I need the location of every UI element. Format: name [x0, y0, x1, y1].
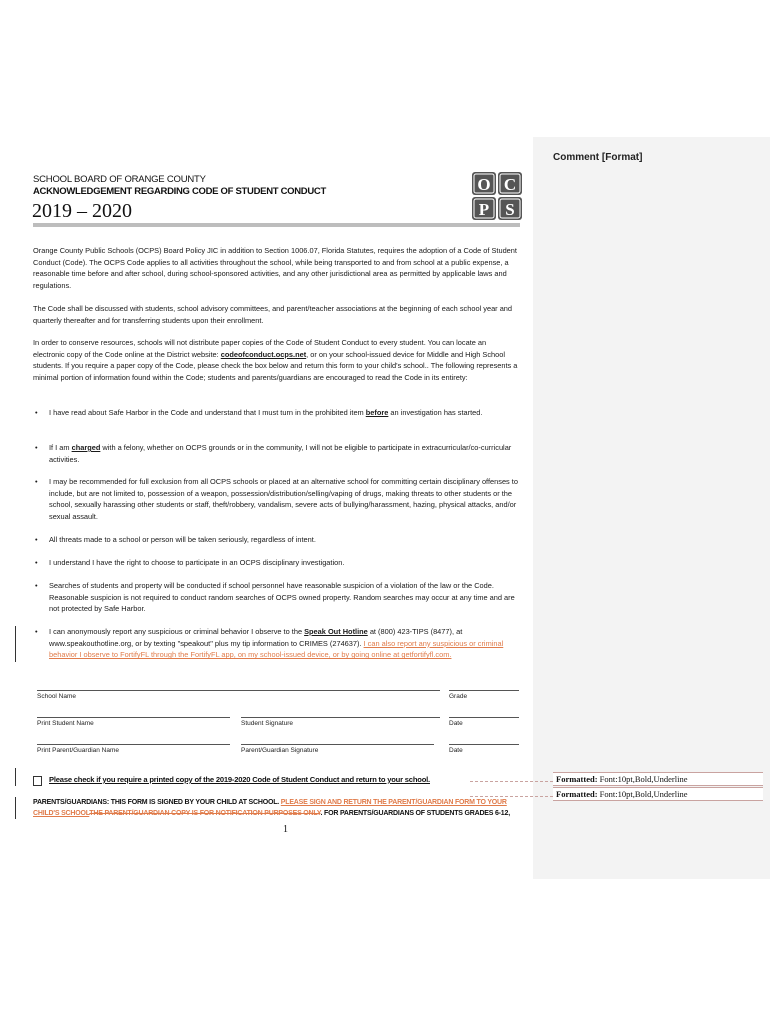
- parent-date-label: Date: [449, 747, 463, 754]
- student-signature-line[interactable]: [241, 717, 440, 718]
- code-website-link[interactable]: codeofconduct.ocps.net: [220, 349, 307, 359]
- bullet-text: I can anonymously report any suspicious or criminal behavior I observe to the: [49, 627, 305, 636]
- comment-leader-line: [470, 796, 553, 797]
- markup-pane-title: Comment [Format]: [553, 152, 643, 163]
- notice-text: PARENTS/GUARDIANS: THIS FORM IS SIGNED BY YOUR CHILD AT SCHOOL.: [33, 799, 281, 806]
- deleted-revision-text: THE PARENT/GUARDIAN COPY IS FOR NOTIFICATION PURPOSES ONLY: [89, 810, 321, 817]
- school-name-line[interactable]: [37, 690, 440, 691]
- bullet-text: an investigation has started.: [388, 408, 483, 417]
- balloon-label: Formatted:: [556, 774, 598, 784]
- bullet-icon: •: [35, 477, 38, 486]
- page-number: 1: [283, 824, 288, 835]
- paragraph-text: , or on your school-issued device for Middle and High School students. If you require a paper copy of the Code, please check the box below and return this form to your child's school.. The following represents a minimal portion of information found within the Code; students and parents/guardians are encouraged to read the Code in its entirety:: [33, 349, 518, 383]
- bullet-text: at (800) 423-TIPS (8477), at www.speakouthotline.org, or by texting "speakout" plus my tip information to CRIMES (274637).: [49, 627, 463, 648]
- parents-notice: [33, 797, 523, 819]
- bullet-text: All threats made to a school or person will be taken seriously, regardless of intent.: [49, 535, 316, 544]
- revision-change-bar: [15, 797, 16, 819]
- school-year: 2019 – 2020: [32, 200, 132, 222]
- parent-date-line[interactable]: [449, 744, 519, 745]
- discussion-paragraph: The Code shall be discussed with students, school advisory committees, and parent/teacher associations at the beginning of each school year and quarterly thereafter and for transferring students upon their enrollment.: [33, 304, 513, 325]
- balloon-label: Formatted:: [556, 789, 598, 799]
- date-line[interactable]: [449, 717, 519, 718]
- print-student-line[interactable]: [37, 717, 230, 718]
- bullet-icon: •: [35, 443, 38, 452]
- student-signature-label: Student Signature: [241, 720, 294, 727]
- bullet-text: I understand I have the right to choose to participate in an OCPS disciplinary investigation.: [49, 558, 345, 567]
- print-parent-label: Print Parent/Guardian Name: [37, 747, 120, 754]
- parent-signature-label: Parent/Guardian Signature: [241, 747, 319, 754]
- logo-letter-s: S: [505, 200, 515, 219]
- bullet-text: I have read about Safe Harbor in the Code and understand that I must turn in the prohibited item: [49, 408, 366, 417]
- intro-paragraph: Orange County Public Schools (OCPS) Board Policy JIC in addition to Section 1006.07, Florida Statutes, requires the adoption of a Code of Student Conduct (Code). The OCPS Code applies to all activities throughout the school, while being transported to and from school at a public expense, a reasonable time before and after school, during school-sponsored activities, and any other jurisdictional area as permitted by applicable laws and regulations.: [33, 246, 517, 291]
- inserted-revision-text: PLEASE SIGN AND RETURN THE PARENT/GUARDIAN FORM TO YOUR CHILD'S SCHOOL: [33, 799, 507, 817]
- print-student-label: Print Student Name: [37, 720, 94, 727]
- grade-label: Grade: [449, 693, 468, 700]
- paper-copy-checkbox-label: Please check if you require a printed copy of the 2019-2020 Code of Student Conduct and return to your school.: [49, 775, 430, 784]
- formatted-balloon[interactable]: [553, 772, 763, 786]
- emphasis-text: before: [365, 408, 389, 417]
- bullet-text: I may be recommended for full exclusion from all OCPS schools or placed at an alternative school for committing certain disciplinary offenses to include, but are not limited to, possession of a weapon, possession/distribution/selling/vaping of drugs, making threats to other students or the school, sexually harassing other students or staff, theft/robbery, vandalism, severe acts of bullying/harassment, hazing, physical attacks, and/or sexual assault.: [49, 477, 518, 522]
- header-rule: [33, 223, 520, 227]
- bullet-text: with a felony, whether on OCPS grounds or in the community, I will not be eligible to participate in extracurricular/co-curricular activities.: [49, 443, 512, 464]
- date-label: Date: [449, 720, 463, 727]
- logo-letter-o: O: [477, 175, 491, 194]
- balloon-value: Font:10pt,Bold,Underline: [599, 774, 688, 784]
- bullet-icon: •: [35, 558, 38, 567]
- school-name-label: School Name: [37, 693, 77, 700]
- hotline-name: Speak Out Hotline: [304, 627, 368, 636]
- notice-text: . FOR PARENTS/GUARDIANS OF STUDENTS GRADES 6-12,: [320, 810, 510, 817]
- bullet-text: If I am: [49, 443, 72, 452]
- bullet-icon: •: [35, 627, 38, 636]
- inserted-revision-text: I can also report any suspicious or criminal behavior I observe to FortifyFL through the FortifyFL app, on my school-issued device, or by going online at getfortifyfl.com.: [49, 638, 504, 660]
- logo-letter-p: P: [478, 200, 490, 219]
- paragraph-text: In order to conserve resources, schools will not distribute paper copies of the Code of Student Conduct to every student. You can locate an electronic copy of the Code online at the District website:: [33, 338, 487, 359]
- org-name: SCHOOL BOARD OF ORANGE COUNTY: [33, 174, 206, 185]
- paper-copy-paragraph: [33, 337, 518, 384]
- print-parent-line[interactable]: [37, 744, 230, 745]
- bullet-text: Searches of students and property will be conducted if school personnel have reasonable suspicion of a violation of the law or the Code. Reasonable suspicion is not required to conduct random searches of OCPS owned property. Random searches may occur at any time and are not protected by Safe Harbor.: [49, 581, 515, 614]
- markup-pane: [533, 137, 770, 879]
- balloon-value: Font:10pt,Bold,Underline: [599, 789, 688, 799]
- revision-change-bar: [15, 626, 16, 662]
- parent-signature-line[interactable]: [241, 744, 434, 745]
- ocps-logo-icon: [471, 171, 523, 221]
- emphasis-text: charged: [71, 443, 101, 452]
- formatted-balloon[interactable]: [553, 787, 763, 801]
- comment-leader-line: [470, 781, 553, 782]
- form-title: ACKNOWLEDGEMENT REGARDING CODE OF STUDENT CONDUCT: [33, 186, 326, 197]
- grade-line[interactable]: [449, 690, 519, 691]
- paper-copy-checkbox[interactable]: [33, 776, 42, 786]
- bullet-icon: •: [35, 581, 38, 590]
- logo-letter-c: C: [503, 175, 517, 194]
- bullet-icon: •: [35, 535, 38, 544]
- revision-change-bar: [15, 768, 16, 786]
- bullet-icon: •: [35, 408, 38, 417]
